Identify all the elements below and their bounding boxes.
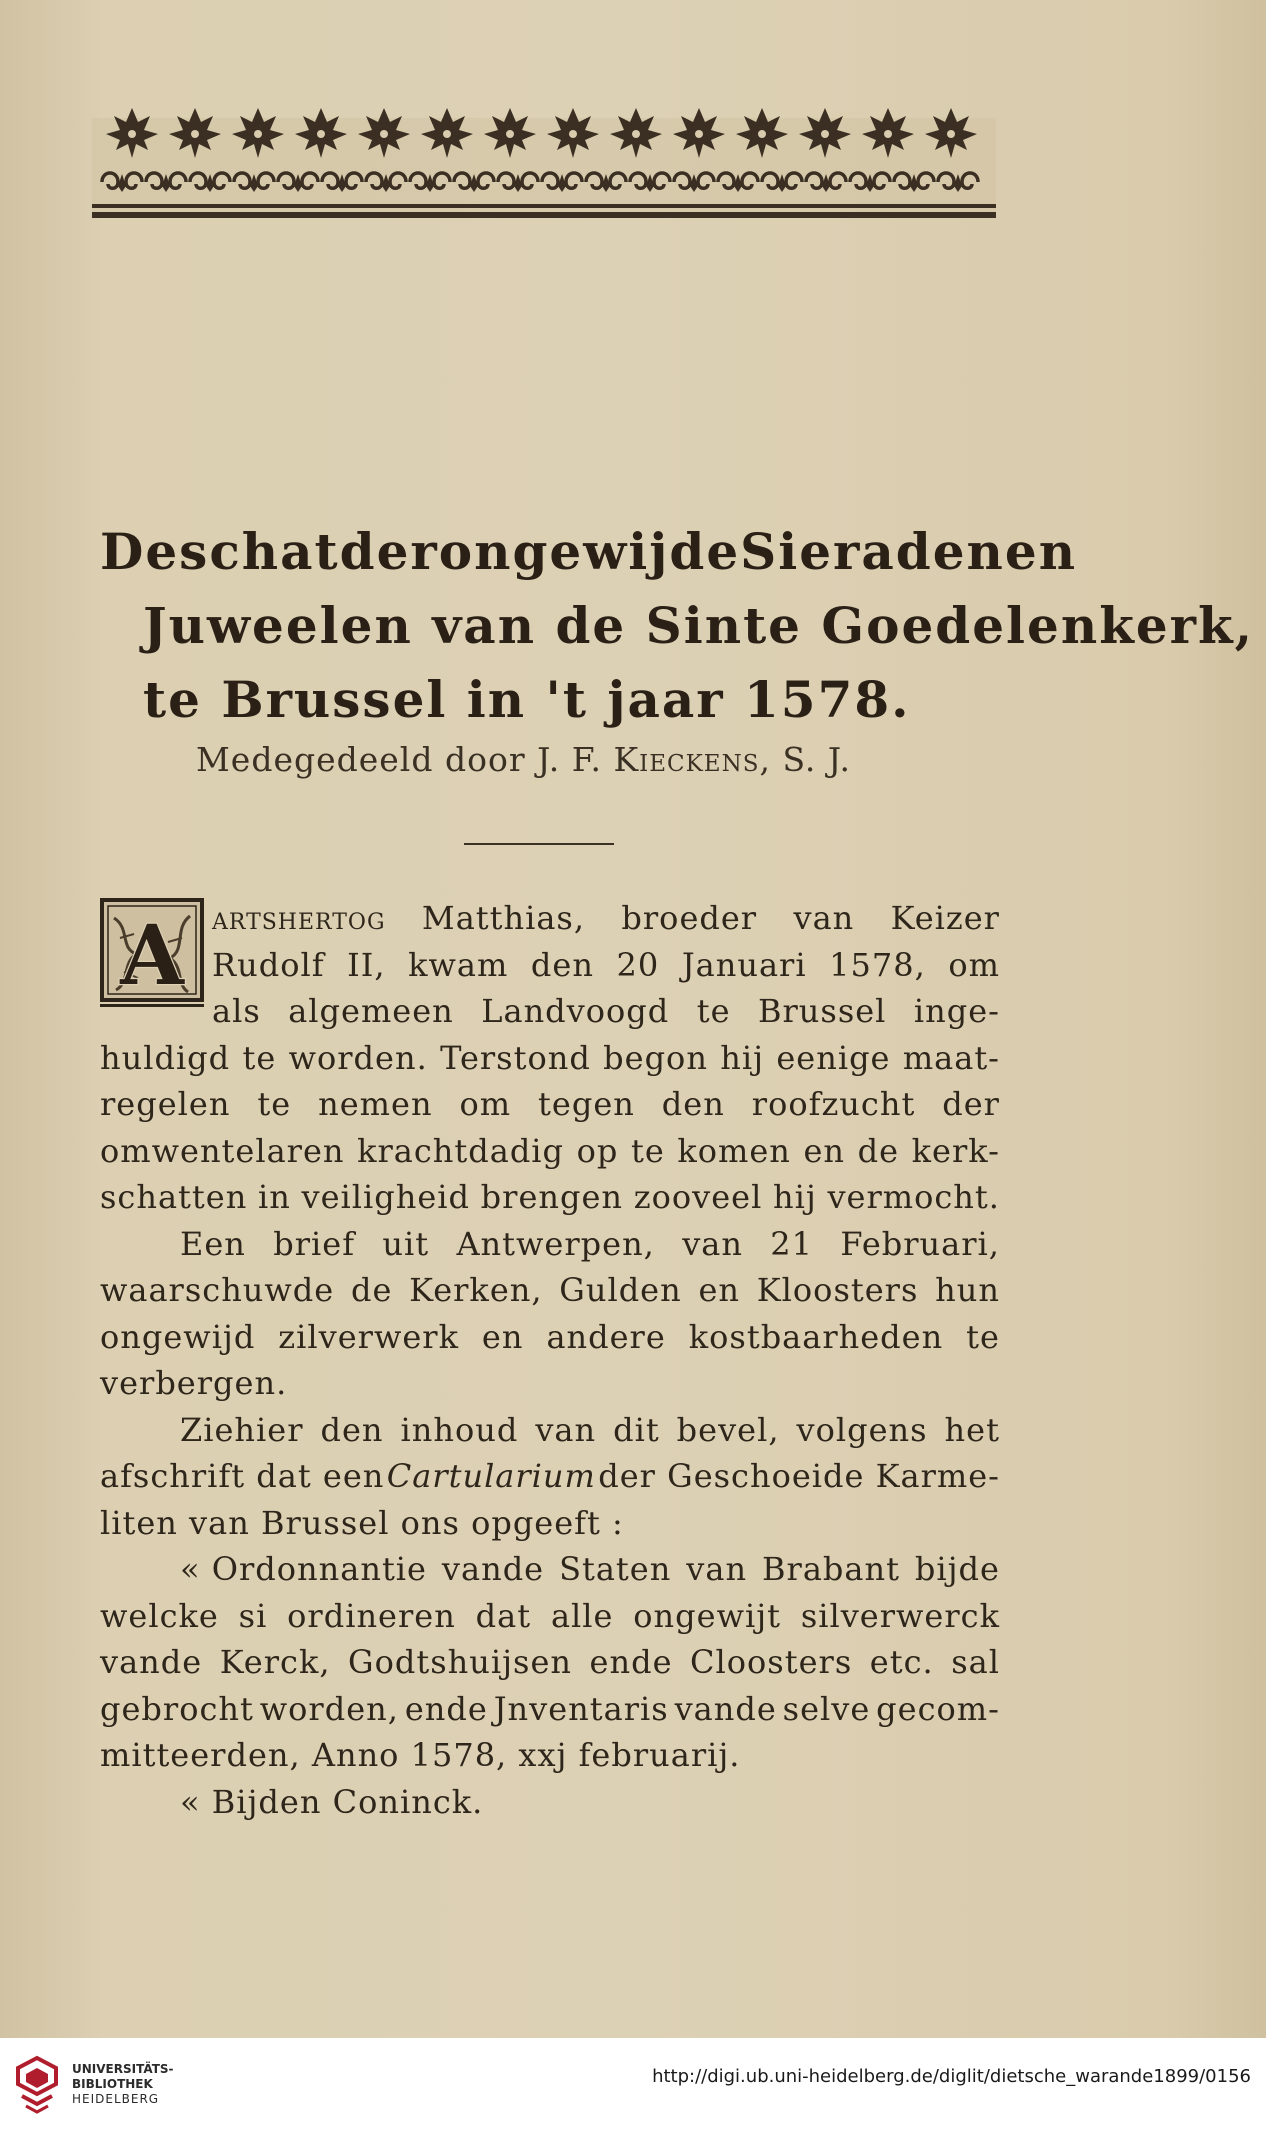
paragraph-1 — [100, 895, 1000, 1221]
cartularium-italic: Cartularium — [386, 1457, 596, 1495]
text-line: gebrocht worden, ende Jnventaris vande selve gecom- — [100, 1689, 1000, 1728]
text-line: afschrift dat een Cartularium der Geschoeide Karme- — [100, 1453, 1000, 1500]
decorative-ornament-band — [92, 100, 996, 235]
text-line: omwentelaren krachtdadig op te komen en de kerk- — [100, 1131, 1000, 1170]
text-line: verbergen. — [100, 1364, 288, 1402]
text-line: « Ordonnantie vande Staten van Brabant bijde — [180, 1550, 1000, 1588]
text-line: Een brief uit Antwerpen, van 21 Februari, — [180, 1224, 1000, 1263]
digitization-footer — [0, 2038, 1266, 2131]
text-line: als algemeen Landvoogd te Brussel inge- — [212, 992, 1000, 1030]
text-line: regelen te nemen om tegen den roofzucht der — [100, 1085, 1000, 1123]
text-line: vande Kerck, Godtshuijsen ende Cloosters etc. sal — [100, 1643, 1000, 1681]
body-text — [100, 895, 1000, 1825]
source-url-link[interactable]: http://digi.ub.uni-heidelberg.de/diglit/dietsche_warande1899/0156 — [652, 2066, 1251, 2087]
text-line: ongewijd zilverwerk en andere kostbaarheden te — [100, 1317, 1000, 1356]
text-line: welcke si ordineren dat alle ongewijt silverwerck — [100, 1596, 1000, 1635]
text-line: schatten in veiligheid brengen zooveel hij vermocht. — [100, 1178, 1000, 1216]
library-logo-icon[interactable] — [14, 2054, 60, 2114]
text-line: Ziehier den inhoud van dit bevel, volgens het — [180, 1410, 1000, 1449]
text-line: huldigd te worden. Terstond begon hij eenige maat- — [100, 1038, 1000, 1077]
text-line: mitteerden, Anno 1578, xxj februarij. — [100, 1736, 741, 1774]
paragraph-3 — [100, 1407, 1000, 1547]
author-name: Kieckens — [613, 740, 760, 779]
title-line-3: te Brussel in 't jaar 1578. — [143, 670, 911, 729]
article-title — [100, 515, 1255, 737]
svg-text:A: A — [120, 908, 184, 1004]
text-line: liten van Brussel ons opgeeft : — [100, 1503, 624, 1542]
library-name: UNIVERSITÄTS- BIBLIOTHEK HEIDELBERG — [72, 2062, 174, 2106]
text-line: waarschuwde de Kerken, Gulden en Kloosters hun — [100, 1271, 1000, 1309]
text-line: Rudolf II, kwam den 20 Januari 1578, om — [212, 945, 1000, 984]
title-line-1: De schat der ongewijde Sieraden en — [100, 522, 1078, 581]
paragraph-4-quotation — [100, 1546, 1000, 1779]
text-line: « Bijden Coninck. — [180, 1782, 484, 1821]
section-divider — [464, 843, 614, 845]
author-byline: Medegedeeld door J. F. Kieckens, S. J. — [196, 740, 852, 779]
paragraph-2 — [100, 1221, 1000, 1407]
title-line-2: Juweelen van de Sinte Goedelenkerk, — [143, 596, 1255, 655]
text-line: artshertog Matthias, broeder van Keizer — [212, 899, 1000, 937]
paragraph-5 — [100, 1779, 1000, 1826]
